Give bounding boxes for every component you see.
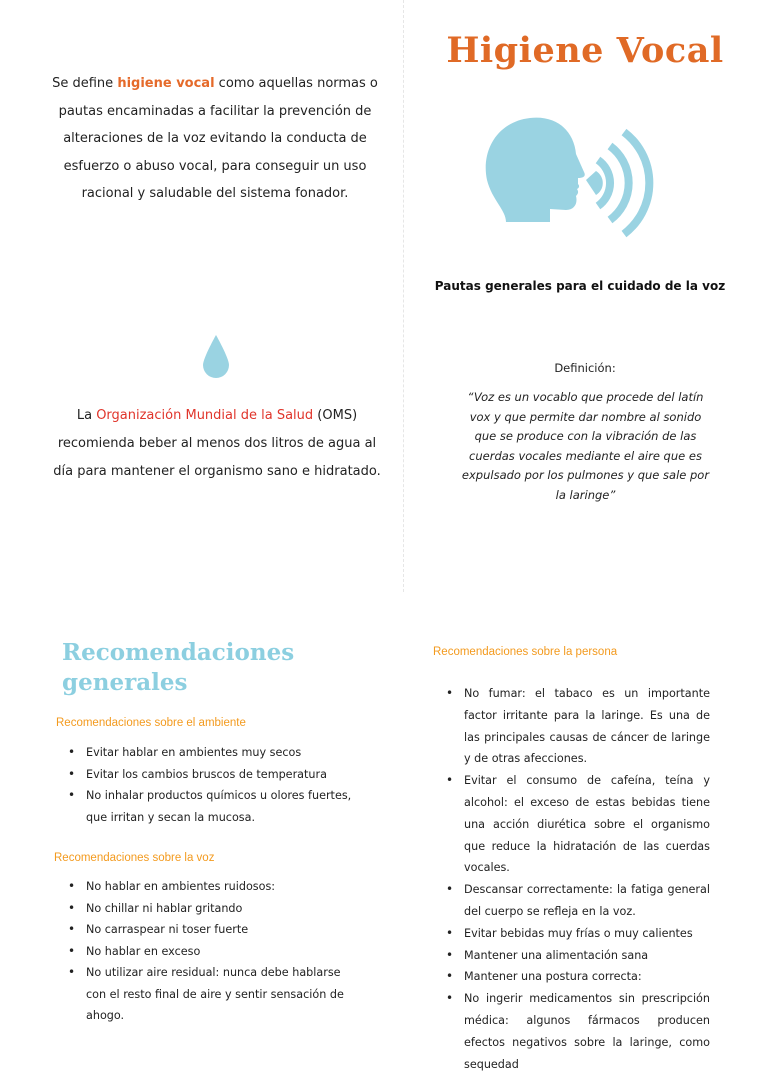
list-item-text: Mantener una alimentación sana (464, 948, 649, 962)
speaking-head-icon (478, 110, 668, 250)
oms-paragraph (52, 402, 382, 486)
list-item-text: No utilizar aire residual: nunca debe hablarse con el resto final de aire y sentir sensación de ahogo. (86, 966, 344, 1022)
bullet: • (446, 773, 454, 788)
list-item-text: Evitar bebidas muy frías o muy calientes (464, 926, 693, 940)
list-item (64, 919, 354, 941)
bullet: • (446, 882, 454, 897)
water-drop-icon (201, 334, 231, 380)
list-item (442, 879, 710, 923)
list-item (64, 876, 354, 898)
bullet: • (446, 991, 454, 1006)
bullet: • (68, 879, 76, 893)
list-item-text: No chillar ni hablar gritando (86, 901, 243, 915)
persona-section-label: Recomendaciones sobre la persona (433, 646, 618, 658)
bullet: • (446, 969, 454, 984)
bullet: • (446, 925, 454, 940)
subtitle: Pautas generales para el cuidado de la voz (434, 279, 726, 293)
list-item (64, 962, 354, 1027)
list-item (442, 988, 710, 1075)
list-item-text: No carraspear ni toser fuerte (86, 923, 249, 936)
list-item-text: No fumar: el tabaco es un importante factor irritante para la laringe. Es una de las principales causas de cáncer de laringe y de otras afecciones. (464, 687, 710, 766)
bullet: • (68, 965, 76, 979)
bullet: • (68, 788, 76, 802)
list-item (442, 945, 710, 967)
list-item-text: No ingerir medicamentos sin prescripción médica: algunos fármacos producen efectos negativos sobre la laringe, como sequedad (464, 992, 710, 1071)
bullet: • (446, 947, 454, 962)
recommendations-heading: Recomendaciones generales (62, 639, 295, 696)
list-item (64, 941, 354, 963)
ambiente-list (64, 742, 354, 828)
list-item-text: Mantener una postura correcta: (464, 970, 642, 984)
oms-text-before: La (76, 408, 97, 423)
voz-section-label: Recomendaciones sobre la voz (54, 852, 215, 864)
list-item-text: Descansar correctamente: la fatiga general del cuerpo se refleja en la voz. (464, 883, 710, 918)
intro-text-after: como aquellas normas o pautas encaminadas a facilitar la prevención de alteraciones de la voz evitando la conducta de esfuerzo o abuso vocal, para conseguir un uso racional y saludable del sistema fonador. (58, 76, 378, 201)
page-fold-line (403, 0, 404, 592)
definition-label: Definición: (554, 361, 616, 375)
ambiente-section-label: Recomendaciones sobre el ambiente (56, 717, 246, 729)
list-item-text: No hablar en exceso (86, 944, 201, 958)
list-item-text: No hablar en ambientes ruidosos: (86, 880, 276, 893)
list-item-text: Evitar hablar en ambientes muy secos (86, 746, 302, 759)
list-item (64, 742, 354, 764)
list-item-text: Evitar los cambios bruscos de temperatura (86, 767, 327, 781)
persona-list (442, 683, 710, 1075)
page-title: Higiene Vocal (446, 30, 724, 71)
voz-list (64, 876, 354, 1027)
definition-quote: “Voz es un vocablo que procede del latín vox y que permite dar nombre al sonido que se produce con la vibración de las cuerdas vocales mediante el aire que es expulsado por los pulmones y que sale por la laringe” (461, 390, 710, 502)
oms-text-after: (OMS) recomienda beber al menos dos litros de agua al día para mantener el organismo sano e hidratado. (53, 408, 381, 479)
bullet: • (68, 745, 76, 759)
bullet: • (446, 686, 454, 700)
bullet: • (68, 900, 76, 915)
bullet: • (68, 922, 76, 936)
bullet: • (68, 766, 76, 781)
list-item (442, 770, 710, 879)
list-item (442, 683, 710, 770)
list-item (64, 785, 354, 828)
intro-text-before: Se define (52, 76, 118, 91)
bullet: • (68, 943, 76, 958)
list-item (442, 966, 710, 988)
intro-paragraph (40, 70, 390, 208)
list-item (442, 923, 710, 945)
oms-highlight: Organización Mundial de la Salud (96, 408, 314, 423)
list-item-text: No inhalar productos químicos u olores fuertes, que irritan y secan la mucosa. (86, 789, 352, 824)
list-item (64, 764, 354, 786)
intro-highlight: higiene vocal (117, 76, 215, 91)
list-item-text: Evitar el consumo de cafeína, teína y alcohol: el exceso de estas bebidas tiene una acción diurética sobre el organismo que reduce la hidratación de las cuerdas vocales. (464, 774, 710, 875)
list-item (64, 898, 354, 920)
